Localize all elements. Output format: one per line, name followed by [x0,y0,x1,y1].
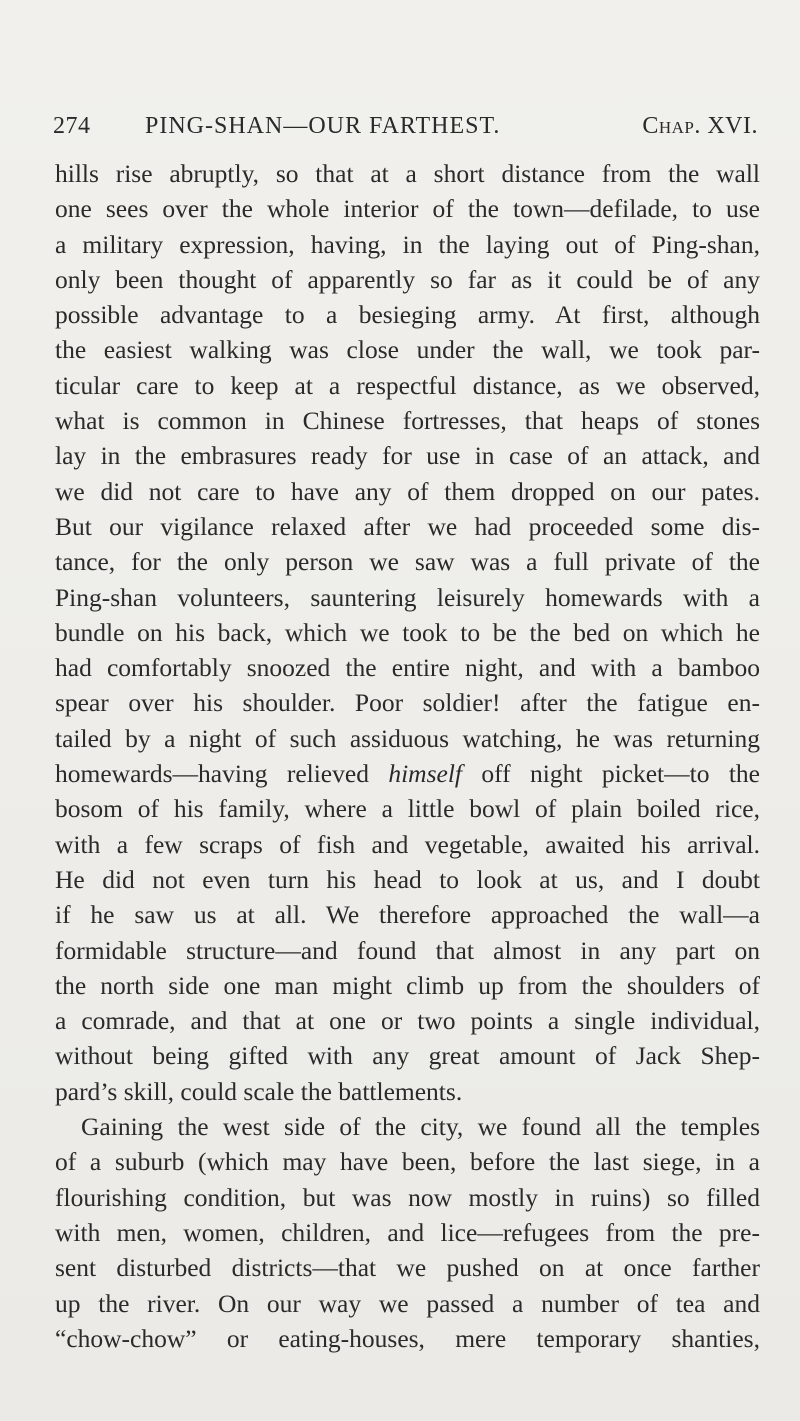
text-line: tailed by a night of such assiduous watching, he was returning [55,723,760,753]
text-line: “chow-chow” or eating-houses, mere temporary shanties, [55,1323,760,1353]
text-line: a military expression, having, in the laying out of Ping-shan, [55,229,760,259]
chapter-label: Chap. XVI. [642,113,758,139]
text-line-with-italic [55,756,760,791]
text-line: if he saw us at all. We therefore approached the wall—a [55,900,760,930]
text-line: But our vigilance relaxed after we had proceeded some dis- [55,511,760,541]
text-line: one sees over the whole interior of the town—defilade, to use [55,194,760,224]
text-line: with a few scraps of fish and vegetable, awaited his arrival. [55,829,760,859]
text-line: what is common in Chinese fortresses, that heaps of stones [55,406,760,436]
text-segment: off night picket—to the [481,759,760,789]
text-line: tance, for the only person we saw was a full private of the [55,547,760,577]
text-segment: homewards—having relieved [55,759,369,789]
page-header [53,113,758,143]
text-line: sent disturbed districts—that we pushed on at once farther [55,1253,760,1283]
text-line: the north side one man might climb up from the shoulders of [55,970,760,1000]
text-line: a comrade, and that at one or two points a single individual, [55,1006,760,1036]
text-line: only been thought of apparently so far as it could be of any [55,264,760,294]
text-line: ticular care to keep at a respectful distance, as we observed, [55,370,760,400]
text-line: hills rise abruptly, so that at a short distance from the wall [55,159,760,188]
text-line: without being gifted with any great amount of Jack Shep- [55,1041,760,1071]
page-number: 274 [53,113,91,139]
text-line: pard’s skill, could scale the battlements. [55,1076,463,1106]
running-title: PING-SHAN—OUR FARTHEST. [145,113,501,139]
italic-word: himself [388,759,462,789]
text-line: formidable structure—and found that almost in any part on [55,935,760,965]
text-line: lay in the embrasures ready for use in case of an attack, and [55,441,760,471]
text-line: with men, women, children, and lice—refugees from the pre- [55,1217,760,1247]
text-line: flourishing condition, but was now mostly in ruins) so filled [55,1182,760,1212]
text-line: the easiest walking was close under the wall, we took par- [55,335,760,365]
body-text [55,156,760,1356]
text-line: we did not care to have any of them dropped on our pates. [55,476,760,506]
text-line: He did not even turn his head to look at us, and I doubt [55,864,760,894]
text-line: spear over his shoulder. Poor soldier! after the fatigue en- [55,688,760,718]
text-line: of a suburb (which may have been, before the last siege, in a [55,1147,760,1177]
text-line: bosom of his family, where a little bowl of plain boiled rice, [55,794,760,824]
text-line: Gaining the west side of the city, we found all the temples [81,1112,760,1142]
text-line: bundle on his back, which we took to be the bed on which he [55,617,760,647]
text-line: had comfortably snoozed the entire night, and with a bamboo [55,653,760,683]
text-line: up the river. On our way we passed a number of tea and [55,1288,760,1318]
text-line: possible advantage to a besieging army. At first, although [55,300,760,330]
text-line: Ping-shan volunteers, sauntering leisurely homewards with a [55,582,760,612]
